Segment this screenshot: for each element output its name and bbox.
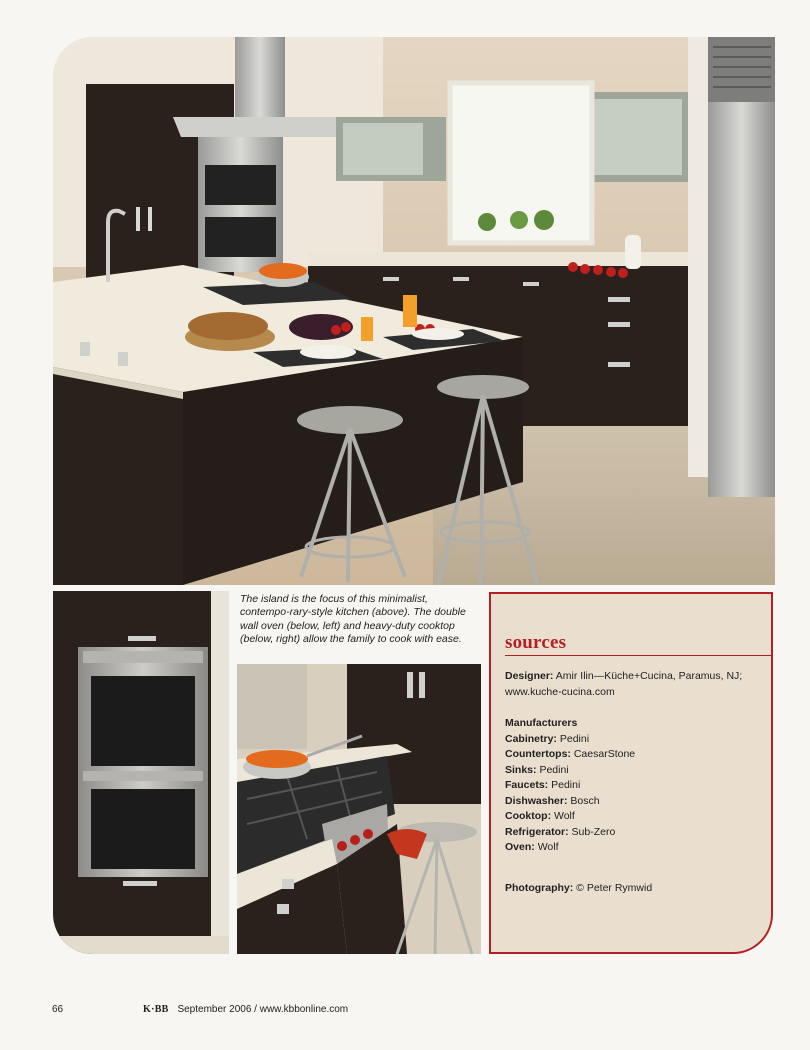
manufacturer-item <box>505 840 771 856</box>
page-number: 66 <box>52 1004 64 1015</box>
sources-divider <box>505 655 771 656</box>
photography-credit <box>505 881 771 897</box>
manufacturer-value: CaesarStone <box>573 748 636 760</box>
manufacturer-value: Bosch <box>570 794 600 807</box>
hero-kitchen-photo <box>53 37 775 585</box>
designer-credit <box>505 669 771 700</box>
photo-caption: The island is the focus of this minimalist, contempo-rary-style kitchen (above). The double wall oven (below, left) and heavy-duty cooktop (below, right) allow the family to cook with ease. <box>240 593 466 645</box>
manufacturer-item <box>505 809 771 825</box>
manufacturer-item <box>505 778 771 794</box>
manufacturer-item <box>505 732 771 748</box>
cooktop-photo <box>237 664 481 954</box>
manufacturer-label: Cooktop: <box>505 810 552 822</box>
magazine-logo: K·BB <box>143 1004 169 1015</box>
manufacturer-value: Sub-Zero <box>571 825 616 838</box>
manufacturers-heading: Manufacturers <box>505 717 578 729</box>
photography-label: Photography: <box>505 882 574 894</box>
photography-value: © Peter Rymwid <box>576 882 653 894</box>
manufacturer-value: Pedini <box>551 779 581 791</box>
issue-date: September 2006 <box>177 1004 252 1015</box>
manufacturer-item <box>505 763 771 779</box>
manufacturer-item <box>505 747 771 763</box>
magazine-footer <box>143 1004 348 1015</box>
manufacturer-label: Cabinetry: <box>505 732 557 745</box>
manufacturer-label: Refrigerator: <box>505 825 569 838</box>
website-link[interactable]: www.kbbonline.com <box>259 1004 349 1015</box>
manufacturers-list <box>505 716 771 856</box>
manufacturer-item <box>505 794 771 810</box>
manufacturer-label: Oven: <box>505 841 535 853</box>
designer-label: Designer: <box>505 670 554 682</box>
manufacturer-label: Dishwasher: <box>505 794 568 807</box>
manufacturer-label: Countertops: <box>505 748 571 760</box>
manufacturer-value: Pedini <box>559 732 590 745</box>
sources-heading: sources <box>505 632 567 653</box>
wall-oven-photo <box>53 591 229 954</box>
manufacturer-value: Wolf <box>537 841 559 853</box>
manufacturer-item <box>505 825 771 841</box>
manufacturer-value: Wolf <box>554 810 575 822</box>
manufacturer-label: Sinks: <box>505 763 537 776</box>
footer-separator: / <box>254 1004 257 1015</box>
designer-value: Amir Ilin—Küche+Cucina, Paramus, NJ; www.kuche-cucina.com <box>505 670 743 698</box>
sources-sidebar <box>489 592 773 954</box>
manufacturer-value: Pedini <box>539 763 569 776</box>
manufacturer-label: Faucets: <box>505 779 549 791</box>
